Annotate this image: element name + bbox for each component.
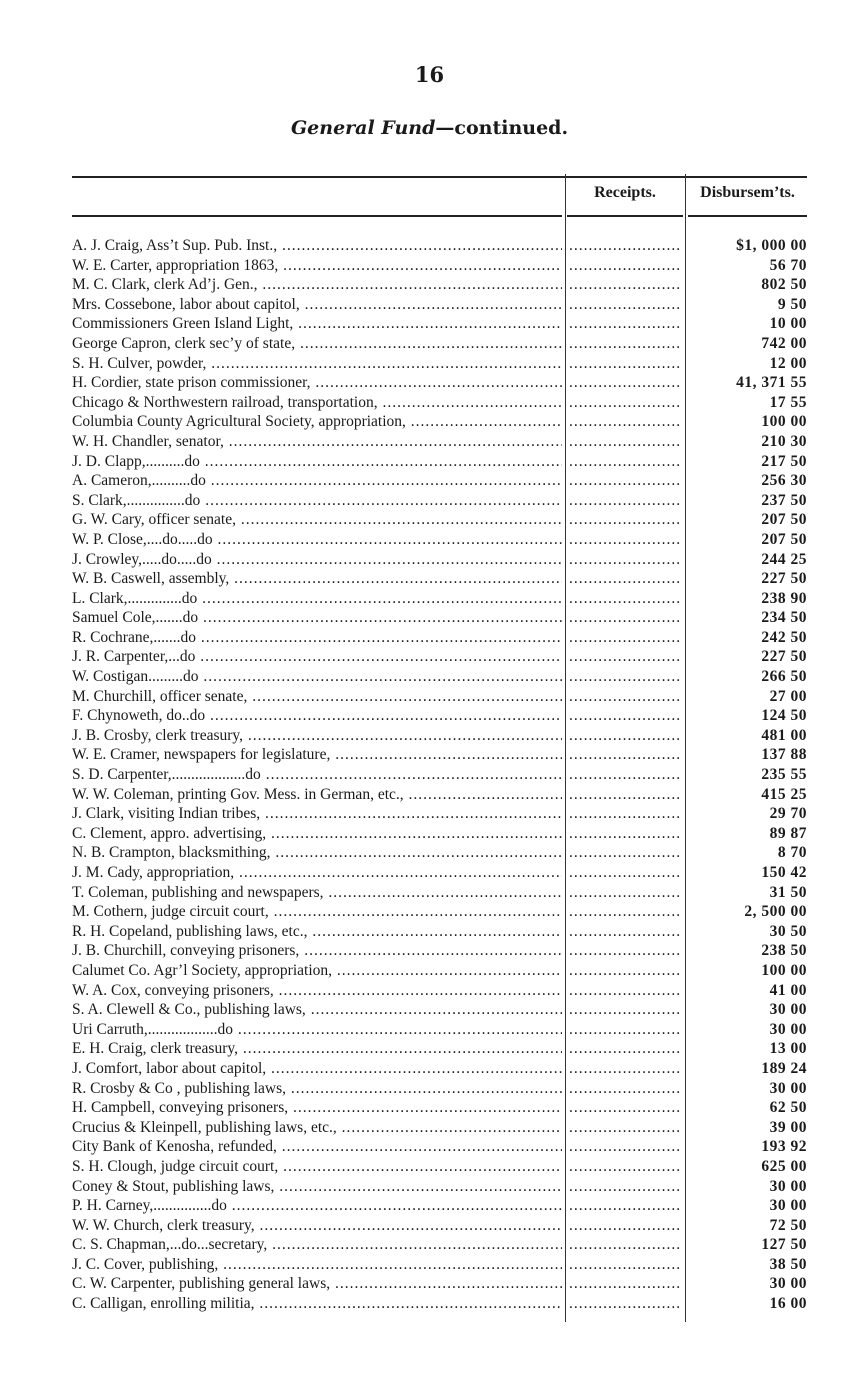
payee-name: A. J. Craig, Ass’t Sup. Pub. Inst., ..... [72, 236, 562, 256]
table-row [72, 1235, 807, 1255]
disbursement-amount: 30 00 [769, 1197, 807, 1215]
payee-name: W. P. Close,....do.....do ..... [72, 530, 562, 550]
receipts-cell [569, 667, 681, 687]
disbursement-amount: 238 50 [761, 942, 807, 960]
table-row [72, 1098, 807, 1118]
receipts-cell [569, 706, 681, 726]
disbursement-amount: 235 55 [761, 766, 807, 784]
disbursement-amount: 150 42 [761, 864, 807, 881]
receipts-cell [569, 765, 681, 785]
table-row [72, 550, 807, 570]
payee-name: W. Costigan.........do ..... [72, 667, 562, 687]
table-row [72, 1196, 807, 1216]
receipts-cell [569, 804, 681, 824]
payee-name: H. Cordier, state prison commissioner, ..... [72, 373, 562, 393]
table-row [72, 236, 807, 256]
disbursement-amount: 210 30 [761, 432, 807, 450]
payee-name: Crucius & Kleinpell, publishing laws, etc., ..... [72, 1118, 562, 1138]
payee-name: W. W. Church, clerk treasury, ..... [72, 1216, 562, 1236]
payee-name: J. D. Clapp,..........do ..... [72, 452, 562, 472]
header-rule-top [72, 176, 807, 178]
payee-name: M. Cothern, judge circuit court, ..... [72, 902, 562, 922]
header-rule-bottom-left [72, 215, 562, 217]
payee-name: W. E. Cramer, newspapers for legislature, ..... [72, 745, 562, 765]
payee-name: Uri Carruth,..................do ..... [72, 1020, 562, 1040]
disbursement-amount: 127 50 [761, 1236, 807, 1254]
receipts-cell [569, 628, 681, 648]
receipts-cell [569, 843, 681, 863]
disbursement-amount: 625 00 [761, 1157, 807, 1175]
column-header-receipts: Receipts. [594, 184, 656, 201]
table-row [72, 452, 807, 472]
payee-name: M. C. Clark, clerk Ad’j. Gen., ..... [72, 275, 562, 295]
disbursement-amount: 8 70 [777, 844, 807, 862]
table-row [72, 275, 807, 295]
disbursement-amount: 41 00 [769, 981, 807, 999]
receipts-cell [569, 785, 681, 805]
disbursement-amount: 207 50 [761, 511, 807, 529]
disbursement-amount: 9 50 [777, 295, 807, 313]
disbursement-amount: 41, 371 55 [736, 374, 807, 392]
table-row [72, 1000, 807, 1020]
payee-name: P. H. Carney,...............do ..... [72, 1196, 562, 1216]
table-row [72, 314, 807, 334]
receipts-cell [569, 589, 681, 609]
receipts-cell [569, 412, 681, 432]
payee-name: Columbia County Agricultural Society, appropriation, ..... [72, 412, 562, 432]
receipts-cell [569, 1039, 681, 1059]
receipts-cell [569, 1255, 681, 1275]
receipts-cell [569, 236, 681, 256]
payee-name: J. M. Cady, appropriation, ..... [72, 863, 562, 883]
payee-name: A. Cameron,..........do ..... [72, 471, 562, 491]
ledger-rows [72, 236, 807, 1314]
table-row [72, 647, 807, 667]
disbursement-amount: 802 50 [761, 276, 807, 294]
receipts-cell [569, 1216, 681, 1236]
receipts-cell [569, 922, 681, 942]
table-row [72, 745, 807, 765]
header-rule-bottom-right [688, 215, 807, 217]
table-row [72, 608, 807, 628]
disbursement-amount: 16 00 [769, 1295, 807, 1313]
disbursement-amount: 30 00 [769, 1020, 807, 1038]
disbursement-amount: 39 00 [769, 1118, 807, 1136]
receipts-cell [569, 471, 681, 491]
table-row [72, 1079, 807, 1099]
disbursement-amount: 189 24 [761, 1059, 807, 1077]
disbursement-amount: $1, 000 00 [736, 237, 807, 254]
receipts-cell [569, 1098, 681, 1118]
disbursement-amount: 30 00 [769, 1079, 807, 1097]
payee-name: Mrs. Cossebone, labor about capitol, ..... [72, 295, 562, 315]
receipts-cell [569, 334, 681, 354]
receipts-cell [569, 1157, 681, 1177]
payee-name: M. Churchill, officer senate, ..... [72, 687, 562, 707]
payee-name: L. Clark,..............do ..... [72, 589, 562, 609]
title-italic: General Fund [290, 117, 436, 139]
table-row [72, 334, 807, 354]
page-title [0, 117, 859, 139]
payee-name: S. H. Culver, powder, ..... [72, 354, 562, 374]
receipts-cell [569, 726, 681, 746]
disbursement-amount: 244 25 [761, 550, 807, 568]
payee-name: S. A. Clewell & Co., publishing laws, ..... [72, 1000, 562, 1020]
payee-name: H. Campbell, conveying prisoners, ..... [72, 1098, 562, 1118]
disbursement-amount: 227 50 [761, 648, 807, 666]
receipts-cell [569, 1177, 681, 1197]
table-row [72, 1294, 807, 1314]
table-row [72, 1177, 807, 1197]
payee-name: City Bank of Kenosha, refunded, ..... [72, 1137, 562, 1157]
receipts-cell [569, 1137, 681, 1157]
disbursement-amount: 100 00 [761, 413, 807, 431]
receipts-cell [569, 530, 681, 550]
payee-name: C. W. Carpenter, publishing general laws, ..... [72, 1274, 562, 1294]
payee-name: S. H. Clough, judge circuit court, ..... [72, 1157, 562, 1177]
table-row [72, 726, 807, 746]
disbursement-amount: 17 55 [769, 393, 807, 411]
disbursement-amount: 30 50 [769, 922, 807, 940]
table-row [72, 1157, 807, 1177]
disbursement-amount: 2, 500 00 [744, 903, 807, 921]
table-row [72, 628, 807, 648]
receipts-cell [569, 569, 681, 589]
table-row [72, 941, 807, 961]
table-row [72, 569, 807, 589]
disbursement-amount: 56 70 [769, 256, 807, 274]
table-row [72, 530, 807, 550]
receipts-cell [569, 883, 681, 903]
receipts-cell [569, 256, 681, 276]
table-row [72, 295, 807, 315]
receipts-cell [569, 314, 681, 334]
payee-name: R. Crosby & Co , publishing laws, ..... [72, 1079, 562, 1099]
payee-name: C. Calligan, enrolling militia, ..... [72, 1294, 562, 1314]
table-row [72, 1118, 807, 1138]
payee-name: Samuel Cole,.......do ..... [72, 608, 562, 628]
disbursement-amount: 193 92 [761, 1138, 807, 1156]
table-row [72, 354, 807, 374]
payee-name: Commissioners Green Island Light, ..... [72, 314, 562, 334]
payee-name: J. Comfort, labor about capitol, ..... [72, 1059, 562, 1079]
disbursement-amount: 27 00 [769, 687, 807, 705]
receipts-cell [569, 510, 681, 530]
disbursement-amount: 256 30 [761, 472, 807, 490]
table-row [72, 981, 807, 1001]
payee-name: W. A. Cox, conveying prisoners, ..... [72, 981, 562, 1001]
table-row [72, 373, 807, 393]
table-row [72, 393, 807, 413]
table-row [72, 432, 807, 452]
table-row [72, 1274, 807, 1294]
receipts-cell [569, 432, 681, 452]
receipts-cell [569, 647, 681, 667]
receipts-cell [569, 550, 681, 570]
payee-name: J. R. Carpenter,...do ..... [72, 647, 562, 667]
disbursement-amount: 234 50 [761, 609, 807, 627]
table-row [72, 471, 807, 491]
disbursement-amount: 100 00 [761, 961, 807, 979]
payee-name: Coney & Stout, publishing laws, ..... [72, 1177, 562, 1197]
disbursement-amount: 29 70 [769, 805, 807, 823]
disbursement-amount: 137 88 [761, 746, 807, 764]
payee-name: W. B. Caswell, assembly, ..... [72, 569, 562, 589]
disbursement-amount: 207 50 [761, 530, 807, 548]
payee-name: R. H. Copeland, publishing laws, etc., ..... [72, 922, 562, 942]
receipts-cell [569, 687, 681, 707]
column-header-disbursements: Disbursem’ts. [700, 184, 795, 201]
disbursement-amount: 217 50 [761, 452, 807, 470]
disbursement-amount: 31 50 [769, 883, 807, 901]
receipts-cell [569, 824, 681, 844]
receipts-cell [569, 1000, 681, 1020]
disbursement-amount: 242 50 [761, 628, 807, 646]
payee-name: N. B. Crampton, blacksmithing, ..... [72, 843, 562, 863]
payee-name: F. Chynoweth, do..do ..... [72, 706, 562, 726]
disbursement-amount: 742 00 [761, 334, 807, 352]
table-row [72, 765, 807, 785]
receipts-cell [569, 1079, 681, 1099]
payee-name: Chicago & Northwestern railroad, transportation, ..... [72, 393, 562, 413]
table-row [72, 687, 807, 707]
disbursement-amount: 10 00 [769, 315, 807, 333]
receipts-cell [569, 745, 681, 765]
table-row [72, 1255, 807, 1275]
payee-name: C. S. Chapman,...do...secretary, ..... [72, 1235, 562, 1255]
table-row [72, 863, 807, 883]
payee-name: W. W. Coleman, printing Gov. Mess. in German, etc., ..... [72, 785, 562, 805]
receipts-cell [569, 275, 681, 295]
table-row [72, 902, 807, 922]
payee-name: J. Crowley,.....do.....do ..... [72, 550, 562, 570]
receipts-cell [569, 491, 681, 511]
receipts-cell [569, 1274, 681, 1294]
payee-name: George Capron, clerk sec’y of state, ..... [72, 334, 562, 354]
disbursement-amount: 124 50 [761, 707, 807, 725]
table-row [72, 785, 807, 805]
disbursement-amount: 13 00 [769, 1040, 807, 1058]
payee-name: S. Clark,...............do ..... [72, 491, 562, 511]
table-row [72, 491, 807, 511]
table-row [72, 706, 807, 726]
table-row [72, 804, 807, 824]
page-number: 16 [414, 62, 445, 87]
table-row [72, 1039, 807, 1059]
receipts-cell [569, 1020, 681, 1040]
table-row [72, 1216, 807, 1236]
receipts-cell [569, 863, 681, 883]
header-rule-bottom-middle [567, 215, 683, 217]
table-row [72, 667, 807, 687]
payee-name: Calumet Co. Agr’l Society, appropriation, ..... [72, 961, 562, 981]
receipts-cell [569, 608, 681, 628]
disbursement-amount: 72 50 [769, 1216, 807, 1234]
payee-name: G. W. Cary, officer senate, ..... [72, 510, 562, 530]
disbursement-amount: 238 90 [761, 589, 807, 607]
receipts-cell [569, 373, 681, 393]
payee-name: S. D. Carpenter,...................do ..... [72, 765, 562, 785]
table-row [72, 1059, 807, 1079]
disbursement-amount: 30 00 [769, 1001, 807, 1019]
payee-name: W. H. Chandler, senator, ..... [72, 432, 562, 452]
receipts-cell [569, 354, 681, 374]
table-row [72, 1137, 807, 1157]
disbursement-amount: 89 87 [769, 824, 807, 842]
receipts-cell [569, 941, 681, 961]
payee-name: J. B. Churchill, conveying prisoners, ..... [72, 941, 562, 961]
payee-name: T. Coleman, publishing and newspapers, ..... [72, 883, 562, 903]
receipts-cell [569, 981, 681, 1001]
receipts-cell [569, 1235, 681, 1255]
payee-name: C. Clement, appro. advertising, ..... [72, 824, 562, 844]
disbursement-amount: 266 50 [761, 668, 807, 686]
table-row [72, 824, 807, 844]
disbursement-amount: 62 50 [769, 1099, 807, 1117]
receipts-cell [569, 393, 681, 413]
table-row [72, 510, 807, 530]
payee-name: R. Cochrane,.......do ..... [72, 628, 562, 648]
table-row [72, 412, 807, 432]
receipts-cell [569, 1059, 681, 1079]
receipts-cell [569, 1196, 681, 1216]
title-rest: —continued. [435, 117, 569, 139]
disbursement-amount: 481 00 [761, 726, 807, 744]
payee-name: W. E. Carter, appropriation 1863, ..... [72, 256, 562, 276]
table-row [72, 256, 807, 276]
table-row [72, 883, 807, 903]
table-row [72, 1020, 807, 1040]
payee-name: J. B. Crosby, clerk treasury, ..... [72, 726, 562, 746]
receipts-cell [569, 1118, 681, 1138]
disbursement-amount: 30 00 [769, 1177, 807, 1195]
disbursement-amount: 415 25 [761, 785, 807, 803]
disbursement-amount: 30 00 [769, 1275, 807, 1293]
receipts-cell [569, 1294, 681, 1314]
table-row [72, 961, 807, 981]
receipts-cell [569, 295, 681, 315]
payee-name: E. H. Craig, clerk treasury, ..... [72, 1039, 562, 1059]
disbursement-amount: 12 00 [769, 354, 807, 372]
disbursement-amount: 38 50 [769, 1255, 807, 1273]
payee-name: J. Clark, visiting Indian tribes, ..... [72, 804, 562, 824]
receipts-cell [569, 452, 681, 472]
disbursement-amount: 227 50 [761, 570, 807, 588]
table-row [72, 922, 807, 942]
payee-name: J. C. Cover, publishing, ..... [72, 1255, 562, 1275]
disbursement-amount: 237 50 [761, 491, 807, 509]
receipts-cell [569, 961, 681, 981]
table-row [72, 589, 807, 609]
table-row [72, 843, 807, 863]
receipts-cell [569, 902, 681, 922]
